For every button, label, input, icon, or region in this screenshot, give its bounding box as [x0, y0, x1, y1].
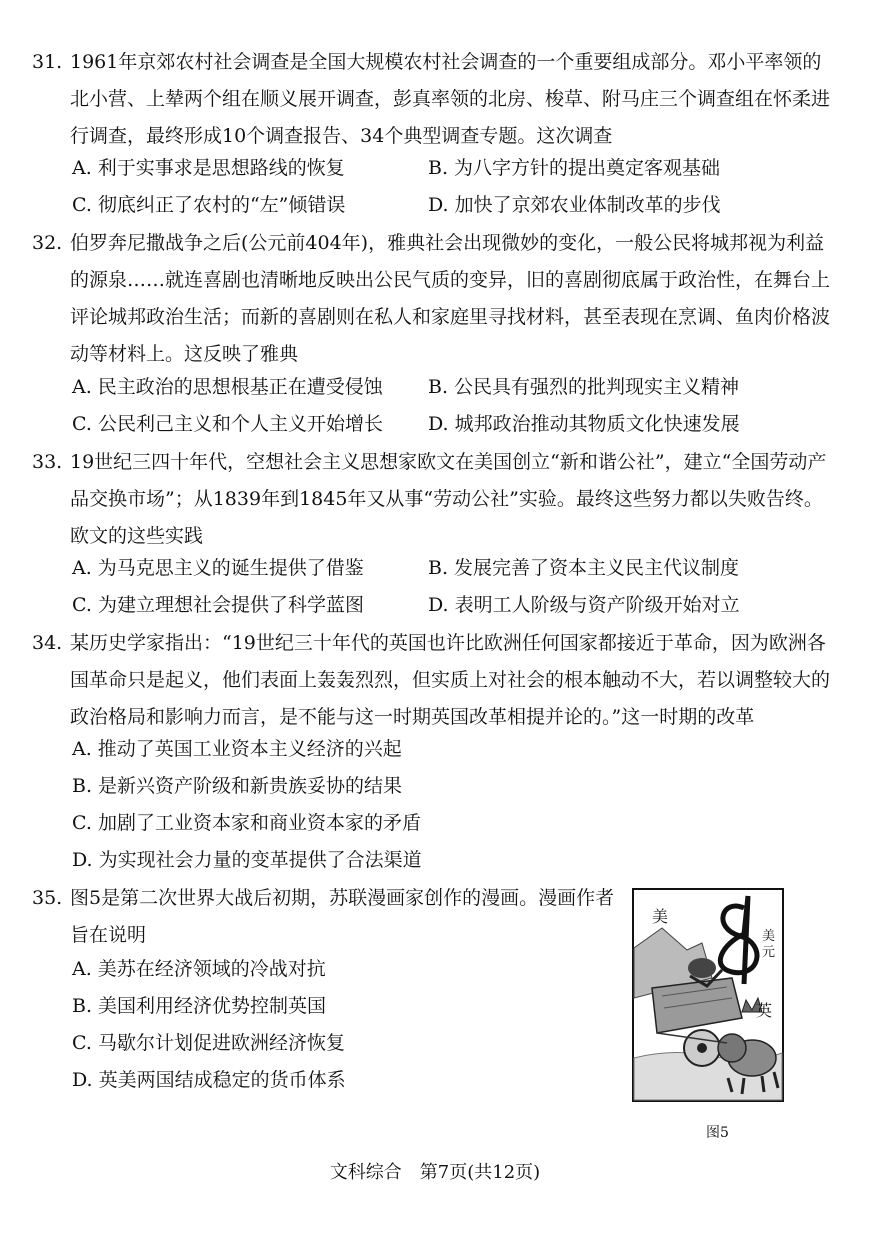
option-a[interactable]: A. 为马克思主义的诞生提供了借鉴 [72, 557, 364, 579]
question-number: 32. [32, 232, 63, 254]
option-b[interactable]: B. 发展完善了资本主义民主代议制度 [428, 557, 740, 579]
option-a[interactable]: A. 利于实事求是思想路线的恢复 [72, 157, 345, 179]
option-d[interactable]: D. 加快了京郊农业体制改革的步伐 [428, 194, 721, 216]
question-stem: 某历史学家指出：“19世纪三十年代的英国也许比欧洲任何国家都接近于革命，因为欧洲各国革命只是起义，他们表面上轰轰烈烈，但实质上对社会的根本触动不大，若以调整较大的政治格局和影响力而言，是不能与这一时期英国改革相提并论的。”这一时期的改革 [70, 632, 831, 728]
question-stem: 图5是第二次世界大战后初期，苏联漫画家创作的漫画。漫画作者旨在说明 [70, 887, 615, 946]
question-number: 31. [32, 51, 63, 73]
option-b[interactable]: B. 为八字方针的提出奠定客观基础 [428, 157, 721, 179]
question-34 [0, 625, 870, 736]
option-a[interactable]: A. 美苏在经济领域的冷战对抗 [72, 958, 326, 980]
option-c[interactable]: C. 为建立理想社会提供了科学蓝图 [72, 594, 364, 616]
label-uk: 英 [756, 1003, 773, 1020]
question-stem: 伯罗奔尼撒战争之后(公元前404年)，雅典社会出现微妙的变化，一般公民将城邦视为利益的源泉……就连喜剧也清晰地反映出公民气质的变异，旧的喜剧彻底属于政治性，在舞台上评论城邦政治生活；而新的喜剧则在私人和家庭里寻找材料，甚至表现在烹调、鱼肉价格波动等材料上。这反映了雅典 [70, 232, 831, 365]
question-number: 35. [32, 887, 63, 909]
label-us: 美 [652, 909, 669, 926]
question-number: 34. [32, 632, 63, 654]
option-d[interactable]: D. 英美两国结成稳定的货币体系 [72, 1069, 346, 1091]
option-a[interactable]: A. 推动了英国工业资本主义经济的兴起 [72, 738, 402, 760]
cartoon-illustration [632, 888, 784, 1102]
question-stem: 1961年京郊农村社会调查是全国大规模农村社会调查的一个重要组成部分。邓小平率领的北小营、上辇两个组在顺义展开调查，彭真率领的北房、梭草、附马庄三个调查组在怀柔进行调查，最终形成10个调查报告、34个典型调查专题。这次调查 [70, 51, 831, 147]
question-32 [0, 225, 870, 373]
option-b[interactable]: B. 是新兴资产阶级和新贵族妥协的结果 [72, 775, 403, 797]
option-c[interactable]: C. 马歇尔计划促进欧洲经济恢复 [72, 1032, 345, 1054]
option-d[interactable]: D. 表明工人阶级与资产阶级开始对立 [428, 594, 740, 616]
label-dollar-2: 元 [762, 944, 776, 959]
label-dollar-1: 美 [762, 928, 776, 943]
option-a[interactable]: A. 民主政治的思想根基正在遭受侵蚀 [72, 376, 383, 398]
option-b[interactable]: B. 美国利用经济优势控制英国 [72, 995, 327, 1017]
option-d[interactable]: D. 为实现社会力量的变革提供了合法渠道 [72, 849, 422, 871]
question-number: 33. [32, 451, 63, 473]
option-c[interactable]: C. 彻底纠正了农村的“左”倾错误 [72, 194, 346, 216]
figure-caption: 图5 [706, 1125, 729, 1141]
cartoon-figure [632, 888, 784, 1102]
question-31 [0, 44, 870, 155]
option-b[interactable]: B. 公民具有强烈的批判现实主义精神 [428, 376, 740, 398]
question-stem: 19世纪三四十年代，空想社会主义思想家欧文在美国创立“新和谐公社”，建立“全国劳动产品交换市场”；从1839年到1845年又从事“劳动公社”实验。最终这些努力都以失败告终。欧文的这些实践 [70, 451, 827, 547]
option-c[interactable]: C. 加剧了工业资本家和商业资本家的矛盾 [72, 812, 421, 834]
page-footer: 文科综合 第7页(共12页) [329, 1162, 541, 1183]
option-c[interactable]: C. 公民利己主义和个人主义开始增长 [72, 413, 383, 435]
question-33 [0, 444, 870, 555]
option-d[interactable]: D. 城邦政治推动其物质文化快速发展 [428, 413, 740, 435]
